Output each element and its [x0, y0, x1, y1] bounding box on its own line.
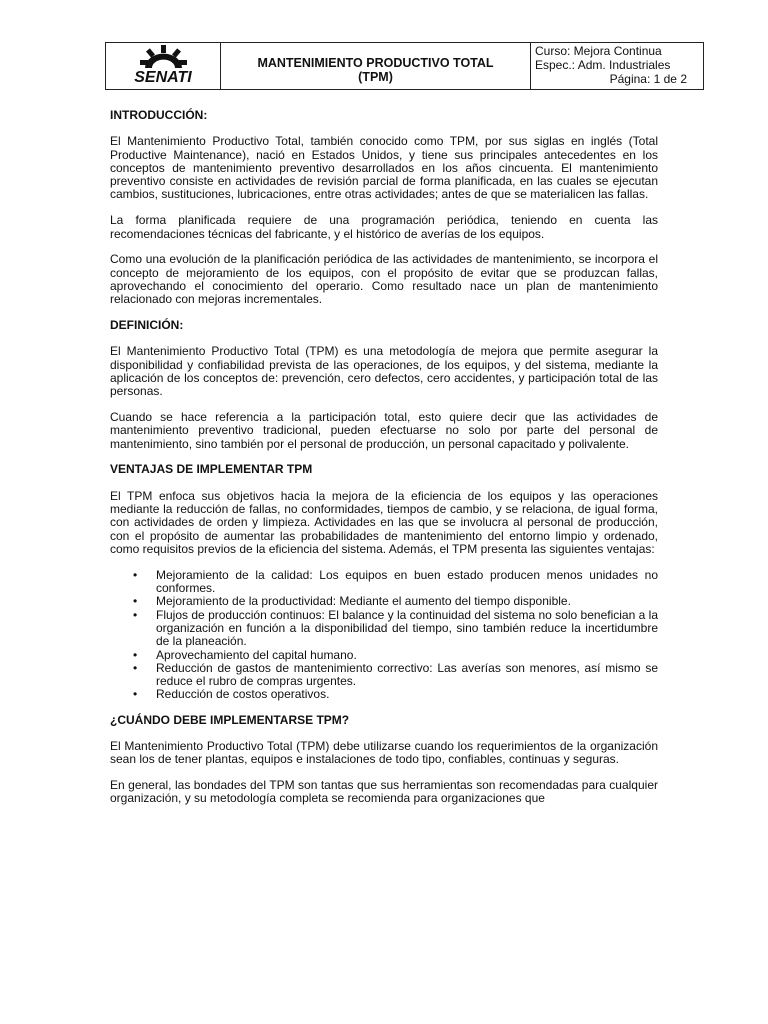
document-body — [110, 109, 658, 818]
ventajas-paragraph-1: El TPM enfoca sus objetivos hacia la mejora de la eficiencia de los equipos y las operaciones mediante la reducción de fallas, no conformidades, tiempos de cambio, y se relaciona, de igual forma, con actividades de orden y limpieza. Actividades en las que se involucra al personal de producción, con el propósito de aumentar las probabilidades de mantenimiento del entorno limpio y ordenado, como requisitos previos de la eficiencia del sistema. Además, el TPM presenta las siguientes ventajas: — [110, 488, 658, 556]
definicion-paragraph-2: Cuando se hace referencia a la participación total, esto quiere decir que las actividades de mantenimiento preventivo tradicional, pueden efectuarse no solo por parte del personal de mantenimiento, sino también por el personal de producción, un personal capacitado y polivalente. — [110, 410, 658, 451]
title-line-1: MANTENIMIENTO PRODUCTIVO TOTAL — [257, 56, 494, 70]
specialty: Espec.: Adm. Industriales — [535, 58, 671, 72]
cuando-paragraph-1: El Mantenimiento Productivo Total (TPM) debe utilizarse cuando los requerimientos de la organización sean los de tener plantas, equipos e instalaciones de todo tipo, confiables, continuas y seguras. — [110, 738, 658, 767]
list-item: • Flujos de producción continuos: El balance y la continuidad del sistema no solo benefician a la organización en función a la disponibilidad del tiempo, sino también reduce la incertidumbre de la planeación. — [156, 609, 658, 649]
intro-paragraph-3: Como una evolución de la planificación periódica de las actividades de mantenimiento, se incorpora el concepto de mejoramiento de los equipos, con el propósito de evitar que se produzcan fallas, aprovechando el conocimiento del operario. Como resultado nace un plan de mantenimiento relacionado con mejoras incrementales. — [110, 252, 658, 307]
document-title — [221, 43, 531, 89]
list-item: • Aprovechamiento del capital humano. — [156, 649, 658, 662]
list-item: • Mejoramiento de la calidad: Los equipos en buen estado producen menos unidades no conformes. — [156, 569, 658, 596]
heading-ventajas: VENTAJAS DE IMPLEMENTAR TPM — [110, 462, 313, 477]
document-header — [105, 42, 704, 90]
intro-paragraph-1: El Mantenimiento Productivo Total, también conocido como TPM, por sus siglas en inglés (Total Productive Maintenance), nació en Estados Unidos, y tiene sus principales antecedentes en los conceptos de mantenimiento preventivo desarrollados en los años cincuenta. El mantenimiento preventivo consiste en actividades de revisión parcial de forma planificada, en las cuales se ejecutan cambios, sustituciones, lubricaciones, entre otras actividades; antes de que se materialicen las fallas. — [110, 134, 658, 202]
list-item: • Mejoramiento de la productividad: Mediante el aumento del tiempo disponible. — [156, 595, 658, 608]
course-info — [531, 43, 703, 89]
senati-logo — [106, 43, 221, 89]
definicion-paragraph-1: El Mantenimiento Productivo Total (TPM) es una metodología de mejora que permite asegurar la disponibilidad y confiabilidad prevista de las operaciones, de los equipos, y del sistema, mediante la aplicación de los conceptos de: prevención, cero defectos, cero accidentes, y participación total de las personas. — [110, 344, 658, 399]
svg-text:SENATI: SENATI — [134, 69, 192, 86]
list-item: • Reducción de costos operativos. — [156, 688, 658, 701]
heading-definicion: DEFINICIÓN: — [110, 318, 184, 333]
ventajas-list — [110, 569, 658, 702]
cuando-paragraph-2: En general, las bondades del TPM son tantas que sus herramientas son recomendadas para cualquier organización, y su metodología completa se recomienda para organizaciones que — [110, 778, 658, 806]
course-name: Curso: Mejora Continua — [535, 44, 662, 58]
gear-icon — [121, 44, 205, 88]
intro-paragraph-2: La forma planificada requiere de una programación periódica, teniendo en cuenta las recomendaciones técnicas del fabricante, y el histórico de averías de los equipos. — [110, 213, 658, 241]
page-number: Página: 1 de 2 — [609, 72, 687, 86]
title-line-2: (TPM) — [358, 70, 393, 84]
heading-cuando: ¿CUÁNDO DEBE IMPLEMENTARSE TPM? — [110, 712, 350, 727]
list-item: • Reducción de gastos de mantenimiento correctivo: Las averías son menores, así mismo se reduce el rubro de compras urgentes. — [156, 662, 658, 689]
heading-introduccion: INTRODUCCIÓN: — [110, 108, 208, 122]
